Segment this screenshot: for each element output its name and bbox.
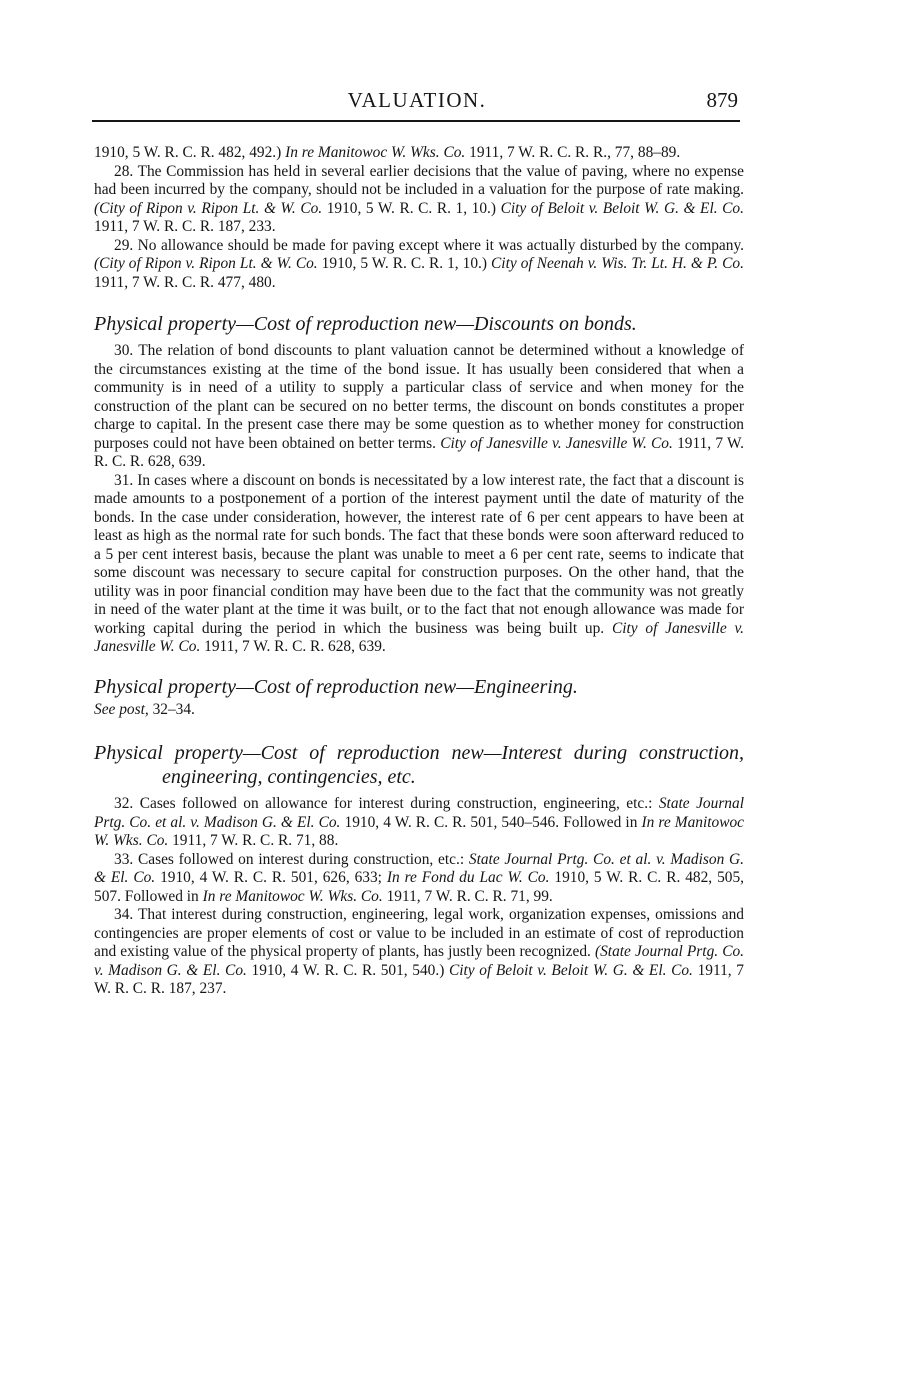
paragraph-28: 28. The Commission has held in several earlier decisions that the value of paving, where no expense had been incurred by the company, should not be included in a valuation for the purpose of rate making. (City of Ripon v. Ripon Lt. & W. Co. 1910, 5 W. R. C. R. 1, 10.) City of Beloit v. Beloit W. G. & El. Co. 1911, 7 W. R. C. R. 187, 233. <box>94 162 744 235</box>
paragraph-29: 29. No allowance should be made for paving except where it was actually disturbed by the company. (City of Ripon v. Ripon Lt. & W. Co. 1910, 5 W. R. C. R. 1, 10.) City of Neenah v. Wis. Tr. Lt. H. & P. Co. 1911, 7 W. R. C. R. 477, 480. <box>94 236 744 291</box>
see-reference: See post, 32–34. <box>94 700 195 718</box>
text-column <box>94 144 744 999</box>
paragraph-34: 34. That interest during construction, engineering, legal work, organization expenses, omissions and contingencies are proper elements of cost or value to be included in an estimate of cost of reproduction and existing value of the physical property of plants, has justly been recognized. (State Journal Prtg. Co. v. Madison G. & El. Co. 1910, 4 W. R. C. R. 501, 540.) City of Beloit v. Beloit W. G. & El. Co. 1911, 7 W. R. C. R. 187, 237. <box>94 906 745 997</box>
page-number: 879 <box>706 88 738 112</box>
running-header <box>92 88 742 122</box>
section-heading-engineering: Physical property—Cost of reproduction new—Engineering. <box>94 675 578 698</box>
section-heading-discounts-on-bonds: Physical property—Cost of reproduction new—Discounts on bonds. <box>94 313 637 335</box>
paragraph-30: 30. The relation of bond discounts to plant valuation cannot be determined without a knowledge of the circumstances existing at the time of the bond issue. It has usually been considered that when a community is in need of a utility to supply a particular class of service and when money for the construction of the plant can be secured on no better terms, the discount on bonds constitutes a proper charge to capital. In the present case there may be some question as to whether money for construction purposes could not have been obtained on better terms. City of Janesville v. Janesville W. Co. 1911, 7 W. R. C. R. 628, 639. <box>94 342 744 470</box>
paragraph-31: 31. In cases where a discount on bonds is necessitated by a low interest rate, the fact that a discount is made amounts to a postponement of a portion of the interest payment until the date of maturity of the bonds. In the case under consideration, however, the interest rate of 6 per cent appears to have been at least as high as the normal rate for such bonds. The fact that these bonds were soon afterward reduced to a 5 per cent interest basis, because the plant was unable to meet a 6 per cent rate, seems to indicate that some discount was necessary to secure capital for construction purposes. On the other hand, that the utility was in poor financial condition may have been due to the fact that the community was not greatly in need of the water plant at the time it was built, or to the fact that not enough allowance was made for working capital during the period in which the business was being built up. City of Janesville v. Janesville W. Co. 1911, 7 W. R. C. R. 628, 639. <box>94 471 745 655</box>
paragraph-27-continued: 1910, 5 W. R. C. R. 482, 492.) In re Manitowoc W. Wks. Co. 1911, 7 W. R. C. R. R., 77, 88–89. <box>94 144 681 161</box>
running-title: VALUATION. <box>347 88 487 112</box>
paragraph-32: 32. Cases followed on allowance for interest during construction, engineering, etc.: State Journal Prtg. Co. et al. v. Madison G. & El. Co. 1910, 4 W. R. C. R. 501, 540–546. Followed in In re Manitowoc W. Wks. Co. 1911, 7 W. R. C. R. 71, 88. <box>94 795 744 849</box>
header-rule <box>92 120 740 122</box>
section-heading-interest-during-construction: Physical property—Cost of reproduction new—Interest during construction, engineering, contingencies, etc. <box>94 742 744 788</box>
paragraph-33: 33. Cases followed on interest during construction, etc.: State Journal Prtg. Co. et al. v. Madison G. & El. Co. 1910, 4 W. R. C. R. 501, 626, 633; In re Fond du Lac W. Co. 1910, 5 W. R. C. R. 482, 505, 507. Followed in In re Manitowoc W. Wks. Co. 1911, 7 W. R. C. R. 71, 99. <box>94 850 744 905</box>
